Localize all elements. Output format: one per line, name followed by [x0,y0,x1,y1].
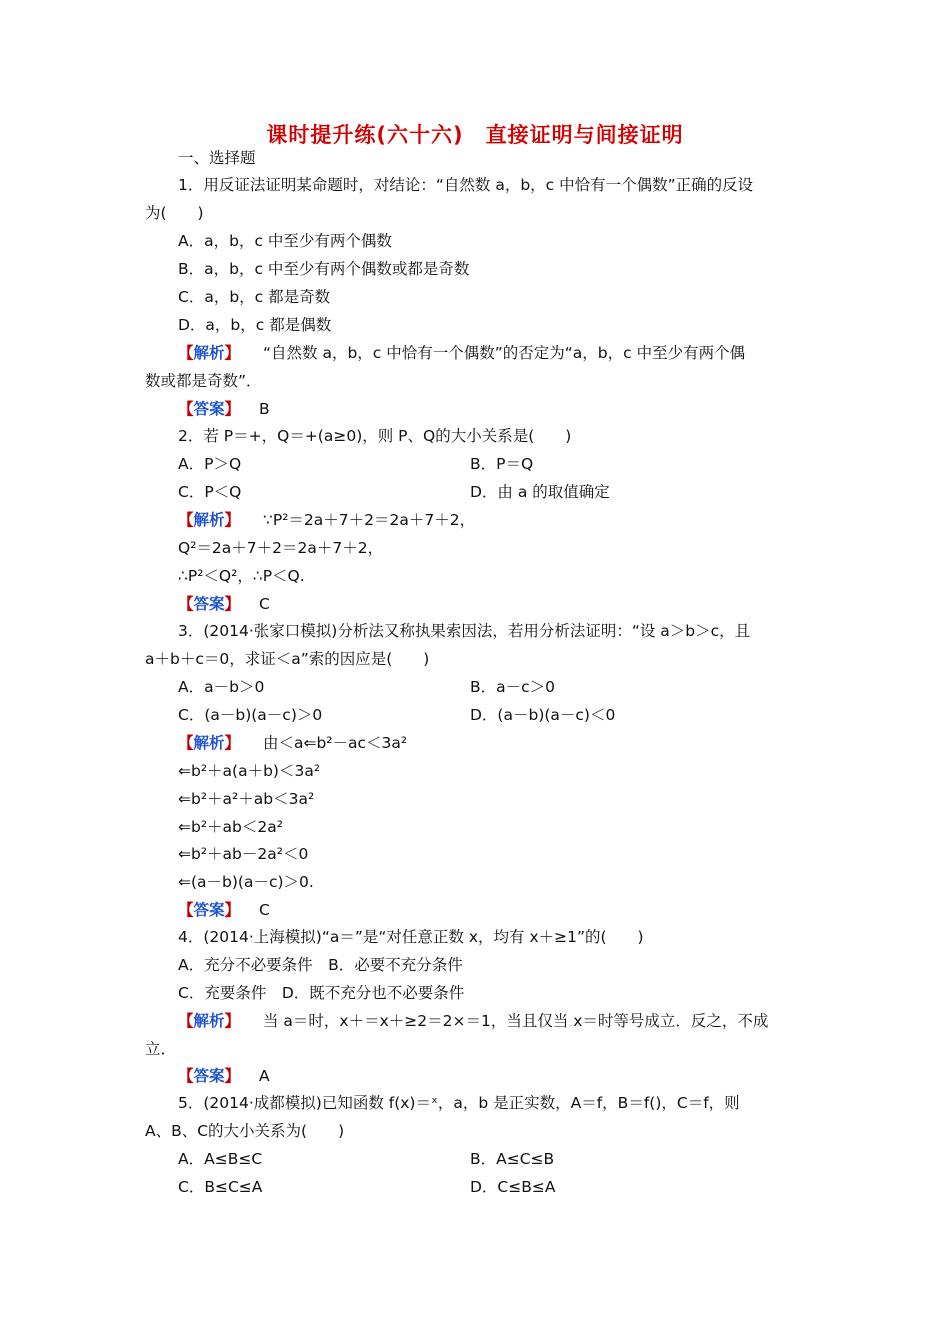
q3-stem-line-1: 3．(2014·张家口模拟)分析法又称执果索因法，若用分析法证明：“设 a＞b＞c，且 [178,622,751,640]
q5-stem-line-1: 5．(2014·成都模拟)已知函数 f(x)＝ˣ，a，b 是正实数，A＝f，B＝f()，C＝f，则 [178,1094,740,1112]
q5-stem-line-2: A、B、C的大小关系为( ) [145,1122,345,1140]
section-heading: 一、选择题 [178,149,256,167]
q3-option-b: B．a－c＞0 [470,678,556,696]
q4-stem: 4．(2014·上海模拟)“a＝”是“对任意正数 x，均有 x＋≥1”的( ) [178,928,644,946]
q4-options-ab: A．充分不必要条件 B．必要不充分条件 [178,956,463,974]
q2-stem: 2．若 P＝+，Q＝+(a≥0)，则 P、Q的大小关系是( ) [178,427,572,445]
q2-analysis-text: ∵P²＝2a＋7＋2＝2a＋7＋2， [262,511,476,529]
q1-option-c: C．a，b，c 都是奇数 [178,288,331,306]
q1-analysis-text: “自然数 a，b，c 中恰有一个偶数”的否定为“a，b，c 中至少有两个偶 [262,344,746,362]
q4-analysis-line-2: 立． [145,1040,177,1058]
q2-answer-line [178,593,270,615]
answer-tag: 【答案】 [178,901,241,919]
q1-option-d: D．a，b，c 都是偶数 [178,316,332,334]
analysis-tag: 【解析】 [178,734,241,752]
answer-tag: 【答案】 [178,1067,241,1085]
q4-answer-line [178,1065,270,1087]
q1-answer-line [178,398,270,420]
q3-analysis-line-4: ⇐b²＋ab＜2a² [178,818,283,836]
q3-answer: C [258,901,270,919]
q3-analysis-line-1 [178,732,407,754]
q5-option-d: D．C≤B≤A [470,1178,556,1196]
q3-analysis-line-6: ⇐(a－b)(a－c)＞0. [178,873,314,891]
q4-answer: A [258,1067,270,1085]
q3-analysis-line-2: ⇐b²＋a(a＋b)＜3a² [178,762,321,780]
q2-option-d: D．由 a 的取值确定 [470,483,610,501]
q1-analysis-line-2: 数或都是奇数”． [145,372,262,390]
q3-option-c: C．(a－b)(a－c)＞0 [178,706,323,724]
q3-analysis-line-5: ⇐b²＋ab－2a²＜0 [178,845,309,863]
q5-option-c: C．B≤C≤A [178,1178,263,1196]
q3-analysis-text: 由＜a⇐b²－ac＜3a² [262,734,408,752]
analysis-tag: 【解析】 [178,1012,241,1030]
q3-option-d: D．(a－b)(a－c)＜0 [470,706,616,724]
q2-analysis-line-1 [178,509,475,531]
q5-option-b: B．A≤C≤B [470,1150,555,1168]
q4-analysis-text: 当 a＝时，x＋＝x＋≥2＝2×＝1，当且仅当 x＝时等号成立．反之，不成 [262,1012,769,1030]
answer-tag: 【答案】 [178,595,241,613]
q1-option-a: A．a，b，c 中至少有两个偶数 [178,232,392,250]
q5-option-a: A．A≤B≤C [178,1150,263,1168]
answer-tag: 【答案】 [178,400,241,418]
q3-option-a: A．a－b＞0 [178,678,265,696]
q1-stem-line-2: 为( ) [145,204,204,222]
q2-analysis-line-2: Q²＝2a＋7＋2＝2a＋7＋2， [178,539,384,557]
q2-option-b: B．P＝Q [470,455,534,473]
q2-analysis-line-3: ∴P²＜Q²，∴P＜Q. [178,567,305,585]
q3-stem-line-2: a＋b＋c＝0，求证＜a”索的因应是( ) [145,650,430,668]
analysis-tag: 【解析】 [178,344,241,362]
q2-option-c: C．P＜Q [178,483,242,501]
q3-analysis-line-3: ⇐b²＋a²＋ab＜3a² [178,790,315,808]
q3-answer-line [178,899,270,921]
page-title: 课时提升练(六十六) 直接证明与间接证明 [266,123,684,147]
q1-option-b: B．a，b，c 中至少有两个偶数或都是奇数 [178,260,470,278]
q2-answer: C [258,595,270,613]
q2-option-a: A．P＞Q [178,455,242,473]
q1-stem-line-1: 1．用反证法证明某命题时，对结论：“自然数 a，b，c 中恰有一个偶数”正确的反设 [178,176,754,194]
q1-answer: B [258,400,270,418]
q4-analysis-line-1 [178,1010,768,1032]
q1-analysis-line-1 [178,342,745,364]
q4-options-cd: C．充要条件 D．既不充分也不必要条件 [178,984,465,1002]
analysis-tag: 【解析】 [178,511,241,529]
